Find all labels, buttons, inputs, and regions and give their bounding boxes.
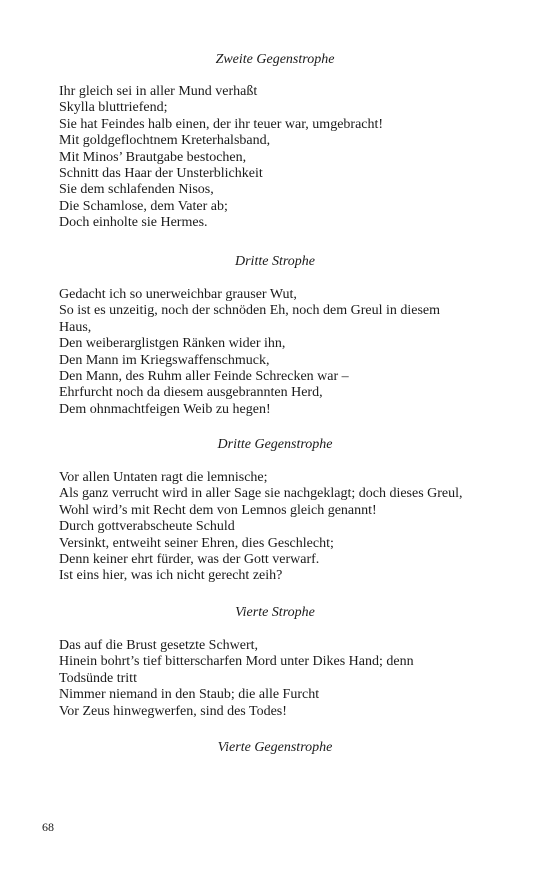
verse-line: Den weiberarglistgen Ränken wider ihn, (59, 336, 286, 352)
verse-line: Skylla bluttriefend; (59, 100, 168, 116)
verse-line: Die Schamlose, dem Vater ab; (59, 198, 228, 214)
stanza (59, 638, 507, 720)
stanza (59, 84, 507, 232)
section-heading: Dritte Strophe (235, 254, 315, 269)
verse-line: Doch einholte sie Hermes. (59, 215, 208, 231)
verse-line: Als ganz verrucht wird in aller Sage sie nachgeklagt; doch dieses Greul, (59, 486, 463, 502)
verse-line: Das auf die Brust gesetzte Schwert, (59, 638, 259, 653)
section-heading: Zweite Gegenstrophe (215, 52, 335, 67)
verse-line: So ist es unzeitig, noch der schnöden Eh, noch dem Greul in diesem (59, 303, 441, 319)
verse-line: Todsünde tritt (59, 670, 137, 686)
verse-line: Vor allen Untaten ragt die lemnische; (59, 470, 268, 485)
stanza (59, 287, 507, 418)
verse-line: Den Mann im Kriegswaffenschmuck, (59, 352, 270, 368)
verse-line: Gedacht ich so unerweichbar grauser Wut, (59, 287, 297, 302)
verse-line: Sie dem schlafenden Nisos, (59, 182, 214, 198)
verse-line: Ist eins hier, was ich nicht gerecht zeih? (59, 568, 283, 584)
verse-line: Den Mann, des Ruhm aller Feinde Schrecken war – (59, 369, 349, 385)
verse-line: Mit Minos’ Brautgabe bestochen, (59, 149, 247, 165)
verse-line: Durch gottverabscheute Schuld (59, 519, 235, 535)
verse-line: Haus, (59, 319, 92, 335)
verse-line: Sie hat Feindes halb einen, der ihr teuer war, umgebracht! (59, 116, 384, 132)
verse-line: Ihr gleich sei in aller Mund verhaßt (59, 84, 258, 99)
verse-line: Versinkt, entweiht seiner Ehren, dies Geschlecht; (59, 535, 334, 551)
stanza (59, 470, 507, 585)
section-heading: Vierte Strophe (235, 605, 315, 620)
verse-line: Dem ohnmachtfeigen Weib zu hegen! (59, 401, 271, 417)
section-heading: Dritte Gegenstrophe (217, 437, 333, 452)
verse-line: Schnitt das Haar der Unsterblichkeit (59, 166, 263, 182)
page-number: 68 (42, 820, 54, 834)
verse-line: Nimmer niemand in den Staub; die alle Furcht (59, 687, 320, 703)
section-heading: Vierte Gegenstrophe (217, 740, 333, 755)
verse-line: Vor Zeus hinwegwerfen, sind des Todes! (59, 703, 287, 719)
verse-line: Wohl wird’s mit Recht dem von Lemnos gleich genannt! (59, 502, 377, 518)
verse-line: Mit goldgeflochtnem Kreterhalsband, (59, 133, 271, 149)
verse-line: Ehrfurcht noch da diesem ausgebrannten Herd, (59, 385, 323, 401)
verse-line: Hinein bohrt’s tief bitterscharfen Mord unter Dikes Hand; denn (59, 654, 414, 670)
verse-line: Denn keiner ehrt fürder, was der Gott verwarf. (59, 552, 320, 568)
